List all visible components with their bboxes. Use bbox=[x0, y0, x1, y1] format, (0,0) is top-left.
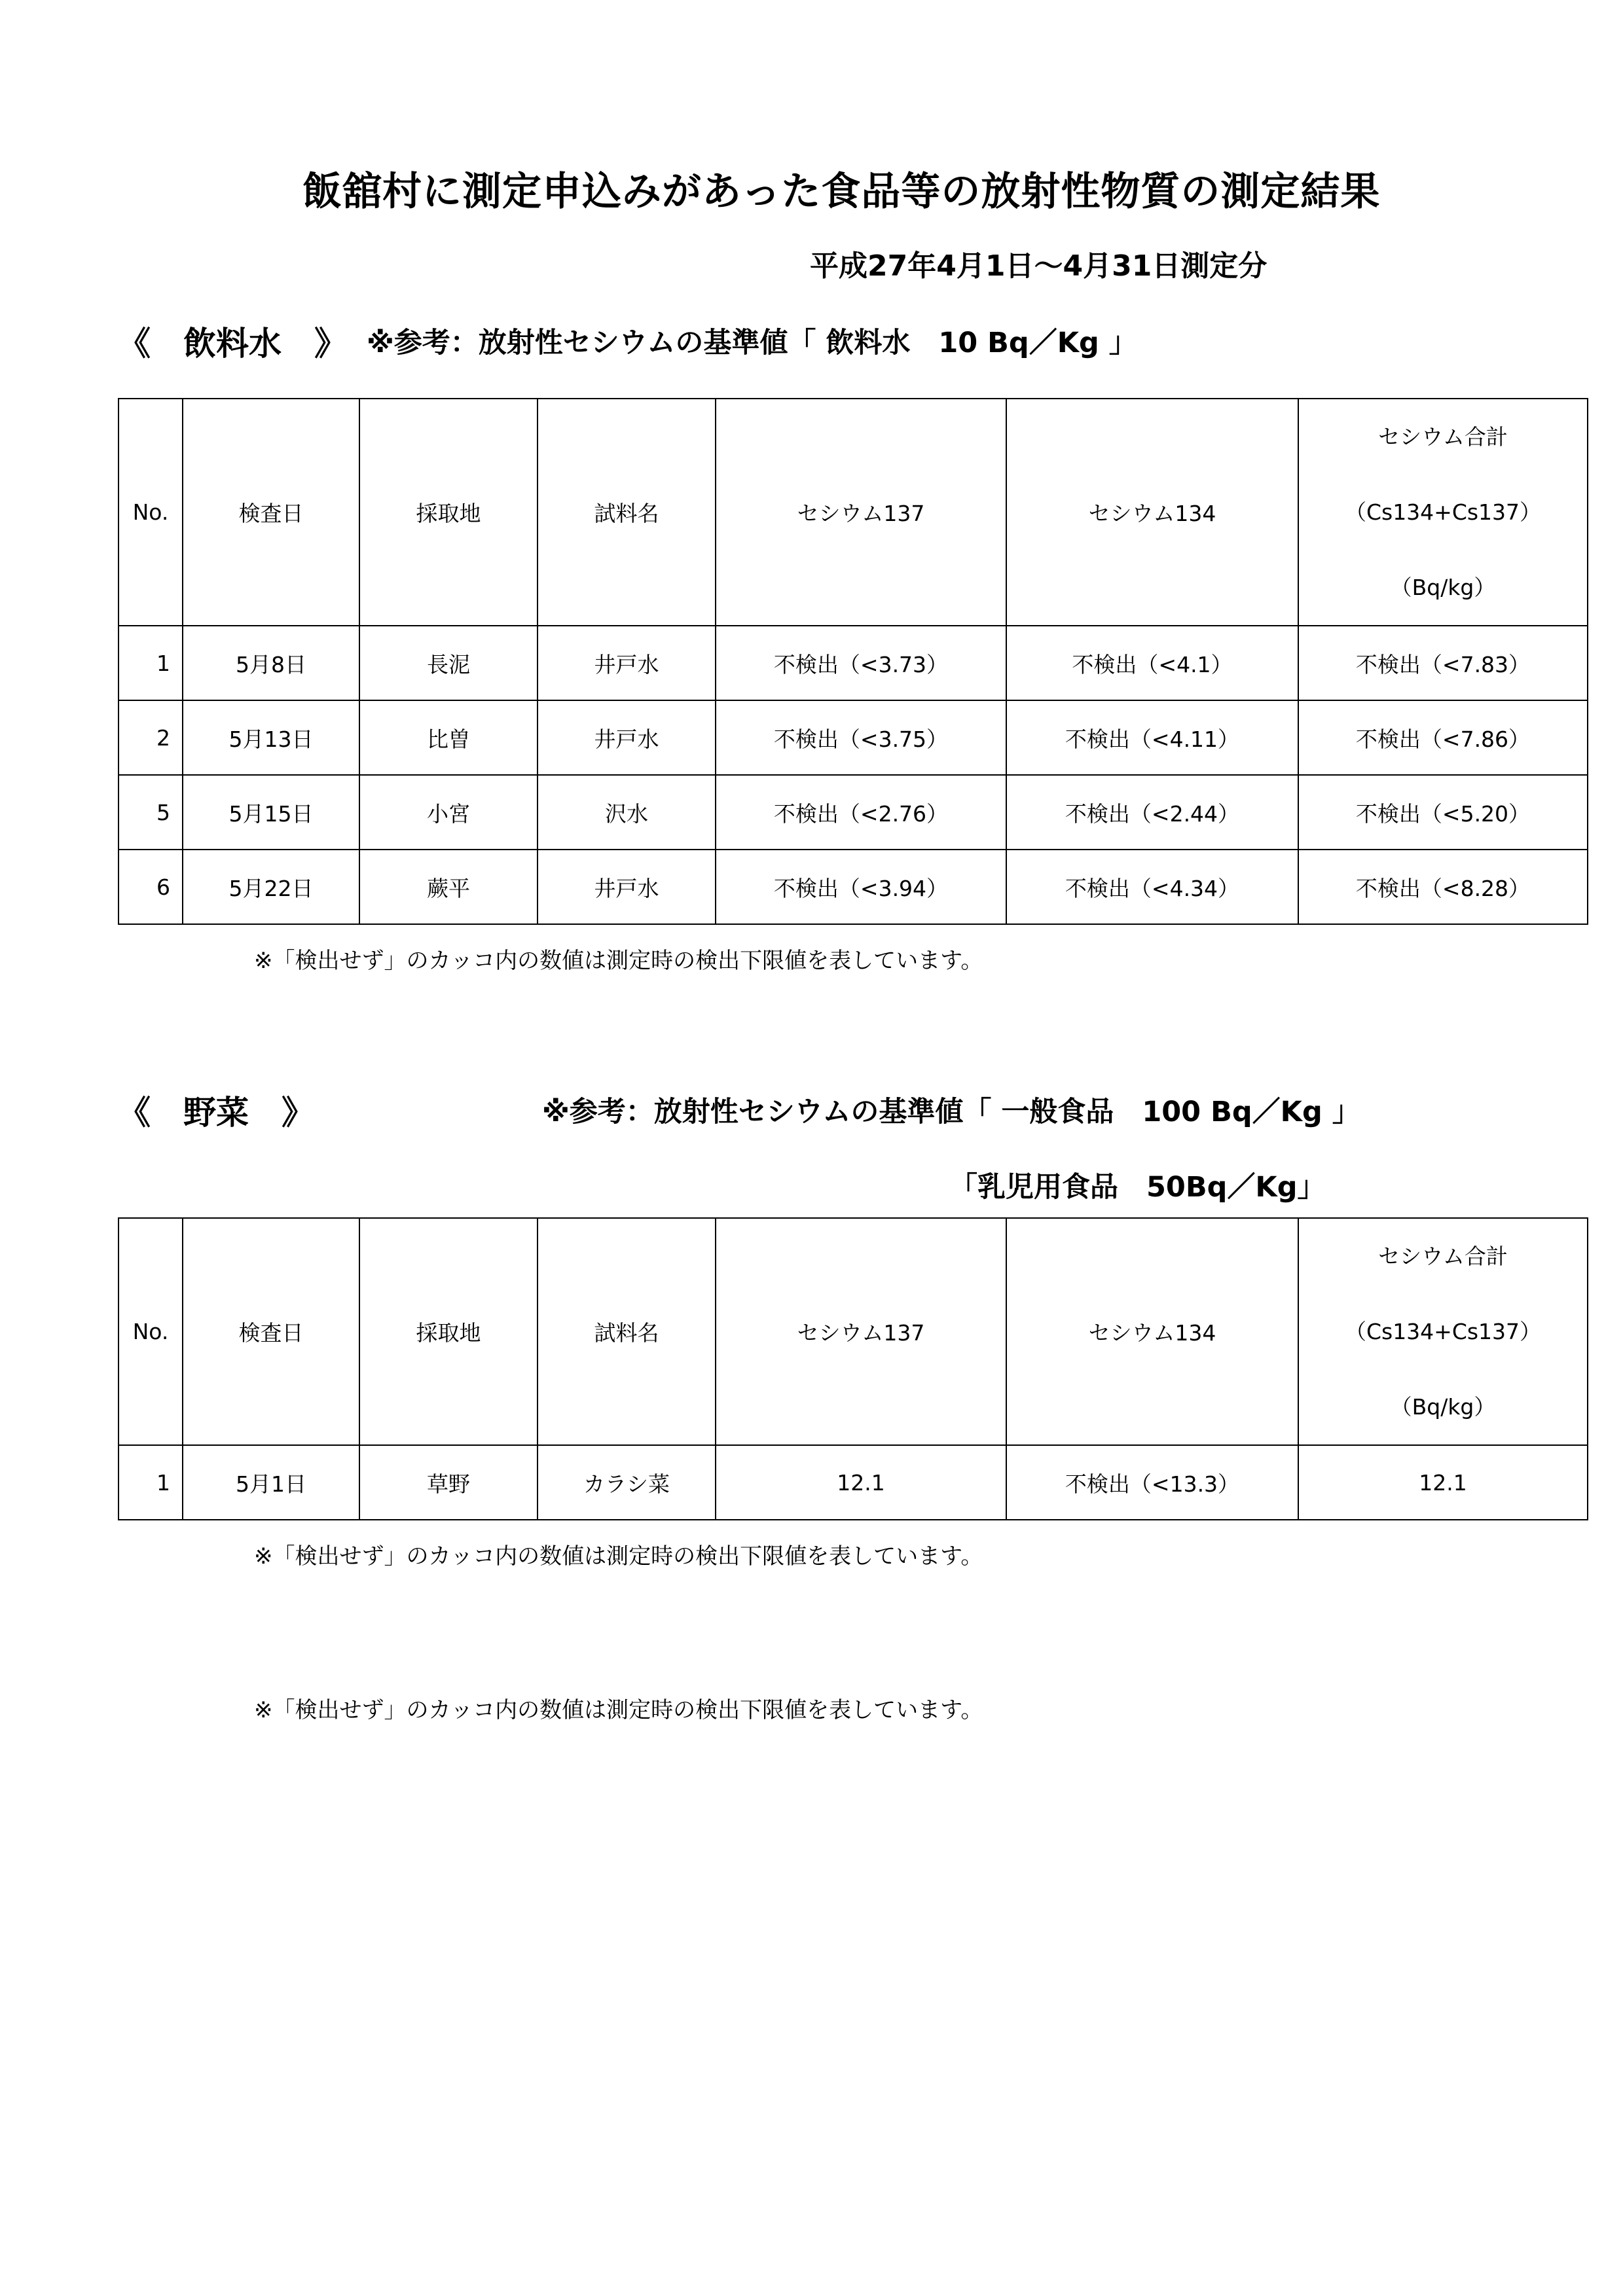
reference-standard-infant-food: 「乳児用食品 50Bq／Kg」 bbox=[949, 1171, 1326, 1204]
detection-limit-note: ※「検出せず」のカッコ内の数値は測定時の検出下限値を表しています。 bbox=[254, 948, 983, 974]
cell-total: 不検出（<7.83） bbox=[1298, 626, 1588, 700]
table-row bbox=[119, 850, 1588, 924]
header-total bbox=[1298, 1218, 1588, 1445]
header-total-line1: セシウム合計 bbox=[1378, 1244, 1508, 1269]
header-total-line2: （Cs134+Cs137） bbox=[1344, 499, 1542, 525]
cell-cs134: 不検出（<4.1） bbox=[1006, 626, 1298, 700]
cell-place: 草野 bbox=[359, 1445, 538, 1520]
cell-place: 長泥 bbox=[359, 626, 538, 700]
header-date: 検査日 bbox=[183, 1218, 359, 1445]
cell-total: 12.1 bbox=[1298, 1445, 1588, 1520]
header-date: 検査日 bbox=[183, 399, 359, 626]
cell-date: 5月13日 bbox=[183, 700, 359, 775]
cell-place: 蕨平 bbox=[359, 850, 538, 924]
cell-no: 2 bbox=[119, 700, 183, 775]
cell-cs134: 不検出（<4.34） bbox=[1006, 850, 1298, 924]
detection-limit-note: ※「検出せず」のカッコ内の数値は測定時の検出下限値を表しています。 bbox=[254, 1543, 983, 1570]
drinking-water-table bbox=[118, 398, 1588, 925]
cell-cs137: 12.1 bbox=[716, 1445, 1006, 1520]
cell-total: 不検出（<7.86） bbox=[1298, 700, 1588, 775]
cell-cs137: 不検出（<3.94） bbox=[716, 850, 1006, 924]
cell-no: 6 bbox=[119, 850, 183, 924]
measurement-period: 平成27年4月1日～4月31日測定分 bbox=[810, 249, 1267, 283]
cell-no: 1 bbox=[119, 1445, 183, 1520]
cell-date: 5月22日 bbox=[183, 850, 359, 924]
header-no: No. bbox=[119, 399, 183, 626]
cell-sample: カラシ菜 bbox=[538, 1445, 716, 1520]
header-place: 採取地 bbox=[359, 399, 538, 626]
cell-date: 5月1日 bbox=[183, 1445, 359, 1520]
cell-sample: 井戸水 bbox=[538, 850, 716, 924]
header-total-line2: （Cs134+Cs137） bbox=[1344, 1319, 1542, 1344]
cell-cs134: 不検出（<4.11） bbox=[1006, 700, 1298, 775]
cell-cs137: 不検出（<2.76） bbox=[716, 775, 1006, 850]
cell-no: 5 bbox=[119, 775, 183, 850]
cell-cs134: 不検出（<2.44） bbox=[1006, 775, 1298, 850]
header-cs134: セシウム134 bbox=[1006, 399, 1298, 626]
reference-standard-drinking-water: ※参考：放射性セシウムの基準値「 飲料水 10 Bq／Kg 」 bbox=[367, 327, 1137, 359]
cell-no: 1 bbox=[119, 626, 183, 700]
header-total bbox=[1298, 399, 1588, 626]
header-total-line3: （Bq/kg） bbox=[1390, 1394, 1496, 1420]
header-cs137: セシウム137 bbox=[716, 399, 1006, 626]
cell-sample: 井戸水 bbox=[538, 700, 716, 775]
page-title: 飯舘村に測定申込みがあった食品等の放射性物質の測定結果 bbox=[302, 169, 1381, 215]
header-sample: 試料名 bbox=[538, 399, 716, 626]
header-no: No. bbox=[119, 1218, 183, 1445]
cell-sample: 沢水 bbox=[538, 775, 716, 850]
cell-cs134: 不検出（<13.3） bbox=[1006, 1445, 1298, 1520]
detection-limit-note-extra: ※「検出せず」のカッコ内の数値は測定時の検出下限値を表しています。 bbox=[254, 1697, 983, 1723]
table-header-row bbox=[119, 399, 1588, 626]
cell-total: 不検出（<8.28） bbox=[1298, 850, 1588, 924]
cell-date: 5月15日 bbox=[183, 775, 359, 850]
table-header-row bbox=[119, 1218, 1588, 1445]
table-row bbox=[119, 775, 1588, 850]
reference-standard-general-food: ※参考：放射性セシウムの基準値「 一般食品 100 Bq／Kg 」 bbox=[542, 1096, 1360, 1128]
cell-cs137: 不検出（<3.75） bbox=[716, 700, 1006, 775]
section-heading-vegetables: 《 野菜 》 bbox=[118, 1094, 314, 1132]
cell-cs137: 不検出（<3.73） bbox=[716, 626, 1006, 700]
cell-total: 不検出（<5.20） bbox=[1298, 775, 1588, 850]
cell-place: 比曽 bbox=[359, 700, 538, 775]
table-row bbox=[119, 1445, 1588, 1520]
cell-date: 5月8日 bbox=[183, 626, 359, 700]
table-row bbox=[119, 700, 1588, 775]
section-heading-drinking-water: 《 飲料水 》 bbox=[118, 325, 347, 363]
header-sample: 試料名 bbox=[538, 1218, 716, 1445]
vegetables-table bbox=[118, 1217, 1588, 1520]
cell-sample: 井戸水 bbox=[538, 626, 716, 700]
table-row bbox=[119, 626, 1588, 700]
header-total-line3: （Bq/kg） bbox=[1390, 575, 1496, 600]
header-cs134: セシウム134 bbox=[1006, 1218, 1298, 1445]
header-place: 採取地 bbox=[359, 1218, 538, 1445]
cell-place: 小宮 bbox=[359, 775, 538, 850]
header-total-line1: セシウム合計 bbox=[1378, 424, 1508, 450]
header-cs137: セシウム137 bbox=[716, 1218, 1006, 1445]
